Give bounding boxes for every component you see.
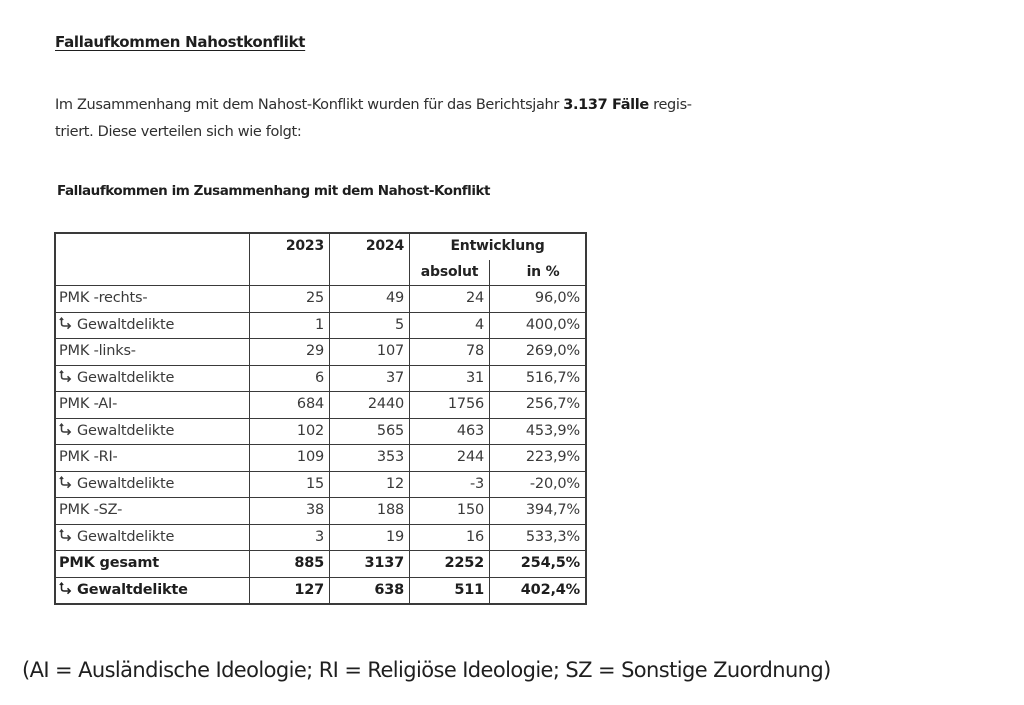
value-percent-change: 516,7% xyxy=(490,365,587,392)
value-absolute-change: 16 xyxy=(410,524,490,551)
value-absolute-change: 2252 xyxy=(410,551,490,578)
intro-text-start: Im Zusammenhang mit dem Nahost-Konflikt wurden für das Berichtsjahr xyxy=(55,97,564,113)
row-label-text: PMK -AI- xyxy=(59,396,118,412)
row-label-text: PMK -SZ- xyxy=(59,502,123,518)
row-label-text: Gewaltdelikte xyxy=(77,581,188,598)
table-row-category xyxy=(55,392,586,419)
table-row-category xyxy=(55,498,586,525)
value-percent-change: 256,7% xyxy=(490,392,587,419)
row-label xyxy=(55,551,250,578)
value-2023: 1 xyxy=(250,312,330,339)
value-2024: 107 xyxy=(330,339,410,366)
value-2023: 102 xyxy=(250,418,330,445)
row-label-text: PMK -RI- xyxy=(59,449,118,465)
value-2024: 19 xyxy=(330,524,410,551)
value-2023: 25 xyxy=(250,286,330,313)
hooked-arrow-down-right-icon xyxy=(59,317,72,330)
intro-case-count: 3.137 Fälle xyxy=(563,97,649,113)
value-2024: 12 xyxy=(330,471,410,498)
value-percent-change: 453,9% xyxy=(490,418,587,445)
row-label xyxy=(55,339,250,366)
row-label-text: Gewaltdelikte xyxy=(77,316,175,333)
value-2024: 638 xyxy=(330,577,410,604)
value-percent-change: 223,9% xyxy=(490,445,587,472)
value-2024: 565 xyxy=(330,418,410,445)
value-absolute-change: -3 xyxy=(410,471,490,498)
value-percent-change: 400,0% xyxy=(490,312,587,339)
table-row-category xyxy=(55,551,586,578)
value-2024: 3137 xyxy=(330,551,410,578)
row-label xyxy=(55,524,250,551)
value-2023: 6 xyxy=(250,365,330,392)
header-percent: in % xyxy=(490,260,587,286)
row-label xyxy=(55,312,250,339)
intro-text-line2: triert. Diese verteilen sich wie folgt: xyxy=(55,124,302,140)
row-label xyxy=(55,286,250,313)
table-body xyxy=(55,286,586,605)
value-percent-change: 402,4% xyxy=(490,577,587,604)
value-percent-change: 533,3% xyxy=(490,524,587,551)
header-year-2023: 2023 xyxy=(250,233,330,286)
table-row-violent-offenses xyxy=(55,524,586,551)
table-row-category xyxy=(55,339,586,366)
value-percent-change: 254,5% xyxy=(490,551,587,578)
header-development: Entwicklung xyxy=(410,233,587,260)
section-heading: Fallaufkommen Nahostkonflikt xyxy=(55,33,306,51)
value-2024: 5 xyxy=(330,312,410,339)
value-percent-change: 269,0% xyxy=(490,339,587,366)
row-label-text: PMK gesamt xyxy=(59,555,160,571)
value-2024: 37 xyxy=(330,365,410,392)
value-2024: 353 xyxy=(330,445,410,472)
value-absolute-change: 150 xyxy=(410,498,490,525)
row-label-text: Gewaltdelikte xyxy=(77,475,175,492)
value-2024: 2440 xyxy=(330,392,410,419)
table-caption: Fallaufkommen im Zusammenhang mit dem Nahost-Konflikt xyxy=(57,183,491,199)
row-label xyxy=(55,471,250,498)
intro-text-end: regis- xyxy=(648,97,692,113)
hooked-arrow-down-right-icon xyxy=(59,476,72,489)
row-label-text: Gewaltdelikte xyxy=(77,528,175,545)
hooked-arrow-down-right-icon xyxy=(59,370,72,383)
table-header-row xyxy=(55,233,586,260)
value-2023: 15 xyxy=(250,471,330,498)
row-label-text: Gewaltdelikte xyxy=(77,369,175,386)
value-2024: 49 xyxy=(330,286,410,313)
table-row-violent-offenses xyxy=(55,418,586,445)
row-label xyxy=(55,392,250,419)
value-2023: 885 xyxy=(250,551,330,578)
row-label xyxy=(55,498,250,525)
value-2023: 127 xyxy=(250,577,330,604)
value-2023: 109 xyxy=(250,445,330,472)
hooked-arrow-down-right-icon xyxy=(59,423,72,436)
row-label-text: PMK -links- xyxy=(59,343,136,359)
row-label-text: PMK -rechts- xyxy=(59,290,148,306)
value-percent-change: 96,0% xyxy=(490,286,587,313)
hooked-arrow-down-right-icon xyxy=(59,582,72,595)
value-2024: 188 xyxy=(330,498,410,525)
row-label xyxy=(55,418,250,445)
value-absolute-change: 1756 xyxy=(410,392,490,419)
row-label-text: Gewaltdelikte xyxy=(77,422,175,439)
row-label xyxy=(55,577,250,604)
abbreviation-footnote: (AI = Ausländische Ideologie; RI = Religiöse Ideologie; SZ = Sonstige Zuordnung) xyxy=(22,658,831,682)
case-statistics-table xyxy=(54,232,587,605)
value-2023: 38 xyxy=(250,498,330,525)
hooked-arrow-down-right-icon xyxy=(59,529,72,542)
value-absolute-change: 24 xyxy=(410,286,490,313)
value-2023: 684 xyxy=(250,392,330,419)
table-row-violent-offenses xyxy=(55,577,586,604)
table-row-category xyxy=(55,445,586,472)
value-percent-change: 394,7% xyxy=(490,498,587,525)
row-label xyxy=(55,365,250,392)
header-year-2024: 2024 xyxy=(330,233,410,286)
header-absolute: absolut xyxy=(410,260,490,286)
value-2023: 29 xyxy=(250,339,330,366)
table-row-category xyxy=(55,286,586,313)
value-absolute-change: 78 xyxy=(410,339,490,366)
value-absolute-change: 31 xyxy=(410,365,490,392)
value-absolute-change: 463 xyxy=(410,418,490,445)
intro-paragraph xyxy=(55,92,855,146)
table-row-violent-offenses xyxy=(55,471,586,498)
row-label xyxy=(55,445,250,472)
value-absolute-change: 511 xyxy=(410,577,490,604)
table-row-violent-offenses xyxy=(55,312,586,339)
header-label-cell xyxy=(55,233,250,286)
table-row-violent-offenses xyxy=(55,365,586,392)
value-2023: 3 xyxy=(250,524,330,551)
value-absolute-change: 4 xyxy=(410,312,490,339)
value-absolute-change: 244 xyxy=(410,445,490,472)
value-percent-change: -20,0% xyxy=(490,471,587,498)
